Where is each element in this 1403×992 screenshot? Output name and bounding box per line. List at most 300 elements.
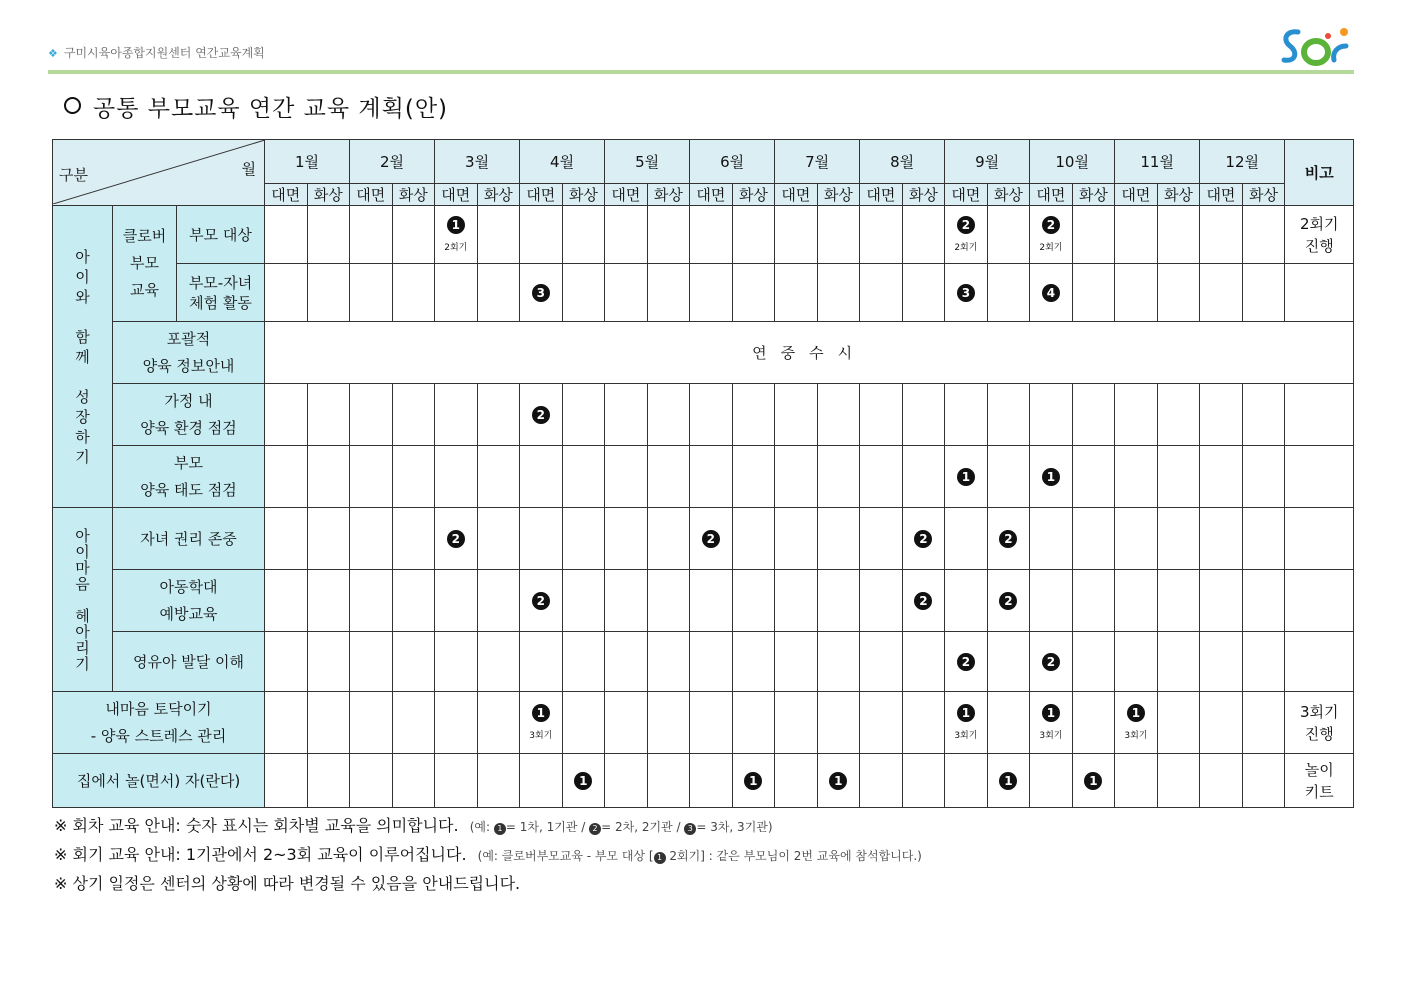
mark-icon: 1 [654,852,666,864]
notes-section [54,812,922,898]
month-header: 12월 [1200,140,1285,184]
schedule-cell [265,446,308,508]
year-round-cell: 연중수시 [265,322,1354,384]
schedule-cell [1242,508,1285,570]
schedule-cell [562,264,605,322]
schedule-cell [477,206,520,264]
remark-cell: 2회기 진행 [1285,206,1354,264]
schedule-cell [477,632,520,692]
schedule-cell [1115,570,1158,632]
schedule-cell [860,264,903,322]
schedule-cell [1072,446,1115,508]
schedule-cell [1242,264,1285,322]
schedule-cell [1242,632,1285,692]
row-label-parent-target: 부모 대상 [177,206,265,264]
schedule-cell [307,446,350,508]
schedule-cell [1115,206,1158,264]
schedule-cell [435,570,478,632]
note-1: ※ 회차 교육 안내: 숫자 표시는 회차별 교육을 의미합니다. (예: 1 = 1차, 1기관 / 2 = 2차, 2기관 / 3 = 3차, 3기관) [54,816,773,835]
sub-header-face: 대면 [435,184,478,206]
schedule-cell [265,508,308,570]
schedule-cell [647,692,690,754]
schedule-cell [945,692,988,754]
sub-header-video: 화상 [1072,184,1115,206]
schedule-cell [732,692,775,754]
schedule-cell [435,206,478,264]
schedule-cell [435,264,478,322]
month-header: 10월 [1030,140,1115,184]
schedule-cell [520,692,563,754]
schedule-cell [1157,692,1200,754]
schedule-cell [477,264,520,322]
schedule-cell [265,692,308,754]
corner-left-label: 구분 [59,166,88,184]
schedule-cell [1200,570,1243,632]
schedule-cell [1157,446,1200,508]
row-label-attitude: 부모 양육 태도 점검 [113,446,265,508]
schedule-cell [605,754,648,808]
sub-header-video: 화상 [1157,184,1200,206]
page-title: 공통 부모교육 연간 교육 계획(안) [64,90,448,123]
schedule-cell [605,446,648,508]
month-header: 8월 [860,140,945,184]
schedule-cell [1072,264,1115,322]
schedule-cell [647,570,690,632]
schedule-cell [817,508,860,570]
schedule-cell [902,446,945,508]
schedule-cell [520,570,563,632]
schedule-cell [562,206,605,264]
sub-header-face: 대면 [1200,184,1243,206]
schedule-cell [732,632,775,692]
schedule-cell [732,754,775,808]
corner-right-label: 월 [241,160,257,178]
schedule-cell [307,508,350,570]
schedule-cell [477,446,520,508]
schedule-cell [392,264,435,322]
schedule-cell [520,384,563,446]
sub-header-face: 대면 [690,184,733,206]
session-note: 3회기 [954,731,978,741]
remark-cell [1285,446,1354,508]
session-mark-icon: 2 [1042,653,1060,671]
schedule-cell [392,206,435,264]
month-header: 7월 [775,140,860,184]
session-mark-icon: 1 [957,468,975,486]
session-note: 2회기 [954,243,978,253]
schedule-cell [817,206,860,264]
schedule-cell [945,754,988,808]
schedule-cell [350,508,393,570]
note-2: ※ 회기 교육 안내: 1기관에서 2~3회 교육이 이루어집니다. (예: 클로버부모교육 - 부모 대상 [ 1 2회기] : 같은 부모님이 2번 교육에 참석합니다.) [54,845,922,864]
schedule-cell [1200,692,1243,754]
group1-label: 아 이 와 함 께 성 장 하 기 [75,247,90,466]
schedule-cell [350,692,393,754]
header-text: 구미시육아종합지원센터 연간교육계획 [63,46,265,60]
schedule-cell [562,446,605,508]
schedule-cell [987,264,1030,322]
session-mark-icon: 1 [532,704,550,722]
schedule-cell [435,692,478,754]
schedule-cell [1157,632,1200,692]
clover-label: 클로버 부모 교육 [113,206,177,322]
schedule-cell [605,692,648,754]
session-mark-icon: 3 [957,284,975,302]
mark-icon: 2 [589,823,601,835]
schedule-cell [987,206,1030,264]
mark-icon: 1 [494,823,506,835]
header-divider [48,70,1354,74]
schedule-cell [392,632,435,692]
schedule-cell [520,264,563,322]
session-note: 3회기 [1124,731,1148,741]
schedule-cell [307,692,350,754]
schedule-cell [392,754,435,808]
header-bullet-icon: ❖ [48,47,58,60]
schedule-cell [690,632,733,692]
schedule-cell [1030,264,1073,322]
schedule-cell [392,570,435,632]
schedule-cell [1030,632,1073,692]
schedule-cell [520,446,563,508]
schedule-cell [1200,508,1243,570]
session-mark-icon: 2 [1042,216,1060,234]
sub-header-video: 화상 [732,184,775,206]
schedule-cell [435,754,478,808]
schedule-cell [1072,206,1115,264]
schedule-cell [860,206,903,264]
schedule-cell [605,384,648,446]
row-label-info: 포괄적 양육 정보안내 [113,322,265,384]
schedule-cell [307,206,350,264]
month-header: 9월 [945,140,1030,184]
schedule-cell [775,570,818,632]
schedule-cell [562,754,605,808]
schedule-cell [1115,384,1158,446]
session-mark-icon: 1 [744,772,762,790]
session-mark-icon: 2 [999,592,1017,610]
session-mark-icon: 4 [1042,284,1060,302]
schedule-cell [902,264,945,322]
schedule-cell [1200,206,1243,264]
session-mark-icon: 3 [532,284,550,302]
row-label-abuse: 아동학대 예방교육 [113,570,265,632]
schedule-cell [690,264,733,322]
schedule-cell [562,692,605,754]
schedule-cell [690,754,733,808]
schedule-cell [520,632,563,692]
session-mark-icon: 2 [532,592,550,610]
schedule-cell [350,446,393,508]
schedule-cell [817,264,860,322]
sub-header-video: 화상 [817,184,860,206]
sub-header-video: 화상 [562,184,605,206]
group2-label: 아 이 마 음 헤 아 리 기 [75,526,90,673]
schedule-cell [902,632,945,692]
schedule-cell [1030,206,1073,264]
schedule-cell [860,384,903,446]
session-note: 2회기 [444,243,468,253]
schedule-cell [690,446,733,508]
schedule-cell [647,446,690,508]
schedule-cell [1242,754,1285,808]
session-mark-icon: 2 [957,653,975,671]
sub-header-video: 화상 [987,184,1030,206]
schedule-cell [690,508,733,570]
schedule-cell [307,632,350,692]
session-mark-icon: 2 [999,530,1017,548]
schedule-cell [647,206,690,264]
schedule-cell [392,384,435,446]
schedule-cell [1157,570,1200,632]
schedule-cell [1030,508,1073,570]
sub-header-face: 대면 [265,184,308,206]
schedule-cell [1115,508,1158,570]
sub-header-face: 대면 [350,184,393,206]
session-mark-icon: 2 [957,216,975,234]
remark-cell [1285,632,1354,692]
schedule-cell [605,264,648,322]
schedule-cell [265,632,308,692]
schedule-cell [307,570,350,632]
schedule-cell [945,570,988,632]
schedule-cell [732,446,775,508]
schedule-cell [307,384,350,446]
schedule-cell [945,446,988,508]
schedule-cell [562,384,605,446]
schedule-cell [1115,264,1158,322]
schedule-cell [477,508,520,570]
schedule-cell [520,508,563,570]
schedule-cell [775,632,818,692]
schedule-cell [732,508,775,570]
schedule-cell [775,264,818,322]
schedule-cell [1030,754,1073,808]
month-header: 4월 [520,140,605,184]
sub-header-face: 대면 [775,184,818,206]
schedule-cell [605,206,648,264]
schedule-cell [1072,692,1115,754]
schedule-cell [987,632,1030,692]
schedule-cell [605,632,648,692]
page-header [48,44,265,61]
month-header: 1월 [265,140,350,184]
session-mark-icon: 1 [447,216,465,234]
schedule-cell [1242,570,1285,632]
schedule-cell [350,632,393,692]
sub-header-video: 화상 [647,184,690,206]
schedule-cell [1157,264,1200,322]
schedule-cell [350,264,393,322]
schedule-cell [987,692,1030,754]
schedule-cell [647,508,690,570]
row-label-development: 영유아 발달 이해 [113,632,265,692]
session-mark-icon: 1 [1127,704,1145,722]
sub-header-video: 화상 [902,184,945,206]
session-note: 2회기 [1039,243,1063,253]
schedule-cell [902,754,945,808]
session-mark-icon: 1 [999,772,1017,790]
note-2-example: (예: 클로버부모교육 - 부모 대상 [ 1 2회기] : 같은 부모님이 2번 교육에 참석합니다.) [477,849,922,863]
row-label-play: 집에서 놀(면서) 자(란다) [53,754,265,808]
remark-header: 비고 [1285,140,1354,206]
schedule-cell [860,692,903,754]
session-mark-icon: 1 [957,704,975,722]
annual-plan-table [52,139,1354,808]
schedule-cell [775,754,818,808]
session-mark-icon: 2 [914,530,932,548]
schedule-cell [1072,632,1115,692]
schedule-cell [1157,508,1200,570]
schedule-cell [1115,632,1158,692]
schedule-cell [1030,446,1073,508]
sub-header-face: 대면 [860,184,903,206]
session-mark-icon: 2 [702,530,720,548]
schedule-cell [1242,692,1285,754]
schedule-cell [775,508,818,570]
schedule-cell [945,508,988,570]
sub-header-video: 화상 [1242,184,1285,206]
schedule-cell [392,508,435,570]
remark-cell [1285,570,1354,632]
schedule-cell [350,206,393,264]
session-mark-icon: 1 [1084,772,1102,790]
month-header: 3월 [435,140,520,184]
row-label-stress: 내마음 토닥이기 - 양육 스트레스 관리 [53,692,265,754]
remark-cell: 3회기 진행 [1285,692,1354,754]
schedule-cell [1072,754,1115,808]
session-mark-icon: 2 [532,406,550,424]
schedule-cell [605,508,648,570]
schedule-cell [945,206,988,264]
schedule-cell [392,446,435,508]
schedule-cell [732,264,775,322]
schedule-cell [690,384,733,446]
schedule-cell [1242,446,1285,508]
schedule-cell [477,570,520,632]
schedule-cell [647,264,690,322]
schedule-cell [945,264,988,322]
schedule-cell [987,446,1030,508]
schedule-cell [817,384,860,446]
sub-header-face: 대면 [605,184,648,206]
schedule-cell [860,446,903,508]
session-mark-icon: 1 [829,772,847,790]
schedule-cell [350,384,393,446]
schedule-cell [860,570,903,632]
sub-header-video: 화상 [392,184,435,206]
schedule-cell [562,632,605,692]
remark-cell: 놀이 키트 [1285,754,1354,808]
schedule-cell [1072,508,1115,570]
sub-header-face: 대면 [945,184,988,206]
schedule-cell [817,692,860,754]
schedule-cell [775,384,818,446]
session-mark-icon: 2 [914,592,932,610]
schedule-cell [775,206,818,264]
schedule-cell [435,446,478,508]
schedule-cell [860,508,903,570]
remark-cell [1285,264,1354,322]
remark-cell [1285,384,1354,446]
schedule-cell [945,632,988,692]
schedule-cell [435,508,478,570]
schedule-cell [1200,754,1243,808]
note-3: ※ 상기 일정은 센터의 상황에 따라 변경될 수 있음을 안내드립니다. [54,874,521,893]
session-note: 3회기 [1039,731,1063,741]
schedule-cell [817,446,860,508]
schedule-cell [1200,264,1243,322]
schedule-cell [350,570,393,632]
schedule-cell [605,570,648,632]
schedule-cell [1115,446,1158,508]
remark-cell [1285,508,1354,570]
sub-header-face: 대면 [520,184,563,206]
schedule-cell [732,384,775,446]
sub-header-face: 대면 [1115,184,1158,206]
schedule-cell [562,570,605,632]
mark-icon: 3 [684,823,696,835]
schedule-cell [562,508,605,570]
schedule-cell [902,206,945,264]
schedule-cell [987,570,1030,632]
schedule-cell [477,692,520,754]
center-logo-icon [1278,24,1356,70]
schedule-cell [860,632,903,692]
schedule-cell [817,754,860,808]
sub-header-video: 화상 [307,184,350,206]
schedule-cell [987,384,1030,446]
schedule-cell [307,264,350,322]
schedule-cell [987,754,1030,808]
schedule-cell [307,754,350,808]
schedule-cell [1200,632,1243,692]
schedule-cell [265,206,308,264]
schedule-cell [690,206,733,264]
schedule-cell [987,508,1030,570]
corner-header [53,140,265,206]
month-header: 2월 [350,140,435,184]
note-1-example: (예: 1 = 1차, 1기관 / 2 = 2차, 2기관 / 3 = 3차, 3기관) [469,820,773,834]
schedule-cell [732,570,775,632]
schedule-cell [902,384,945,446]
schedule-cell [435,632,478,692]
schedule-cell [647,384,690,446]
row-label-parent-child: 부모-자녀 체험 활동 [177,264,265,322]
schedule-cell [902,508,945,570]
schedule-cell [1242,384,1285,446]
row-label-rights: 자녀 권리 존중 [113,508,265,570]
schedule-cell [435,384,478,446]
schedule-cell [860,754,903,808]
schedule-cell [1157,206,1200,264]
session-mark-icon: 1 [574,772,592,790]
schedule-cell [1200,446,1243,508]
month-header: 6월 [690,140,775,184]
schedule-cell [647,632,690,692]
schedule-cell [902,570,945,632]
schedule-cell [647,754,690,808]
schedule-cell [1030,384,1073,446]
schedule-cell [265,384,308,446]
schedule-cell [520,754,563,808]
schedule-cell [775,446,818,508]
schedule-cell [902,692,945,754]
schedule-cell [1157,384,1200,446]
schedule-cell [1242,206,1285,264]
schedule-cell [1072,570,1115,632]
session-note: 3회기 [529,731,553,741]
